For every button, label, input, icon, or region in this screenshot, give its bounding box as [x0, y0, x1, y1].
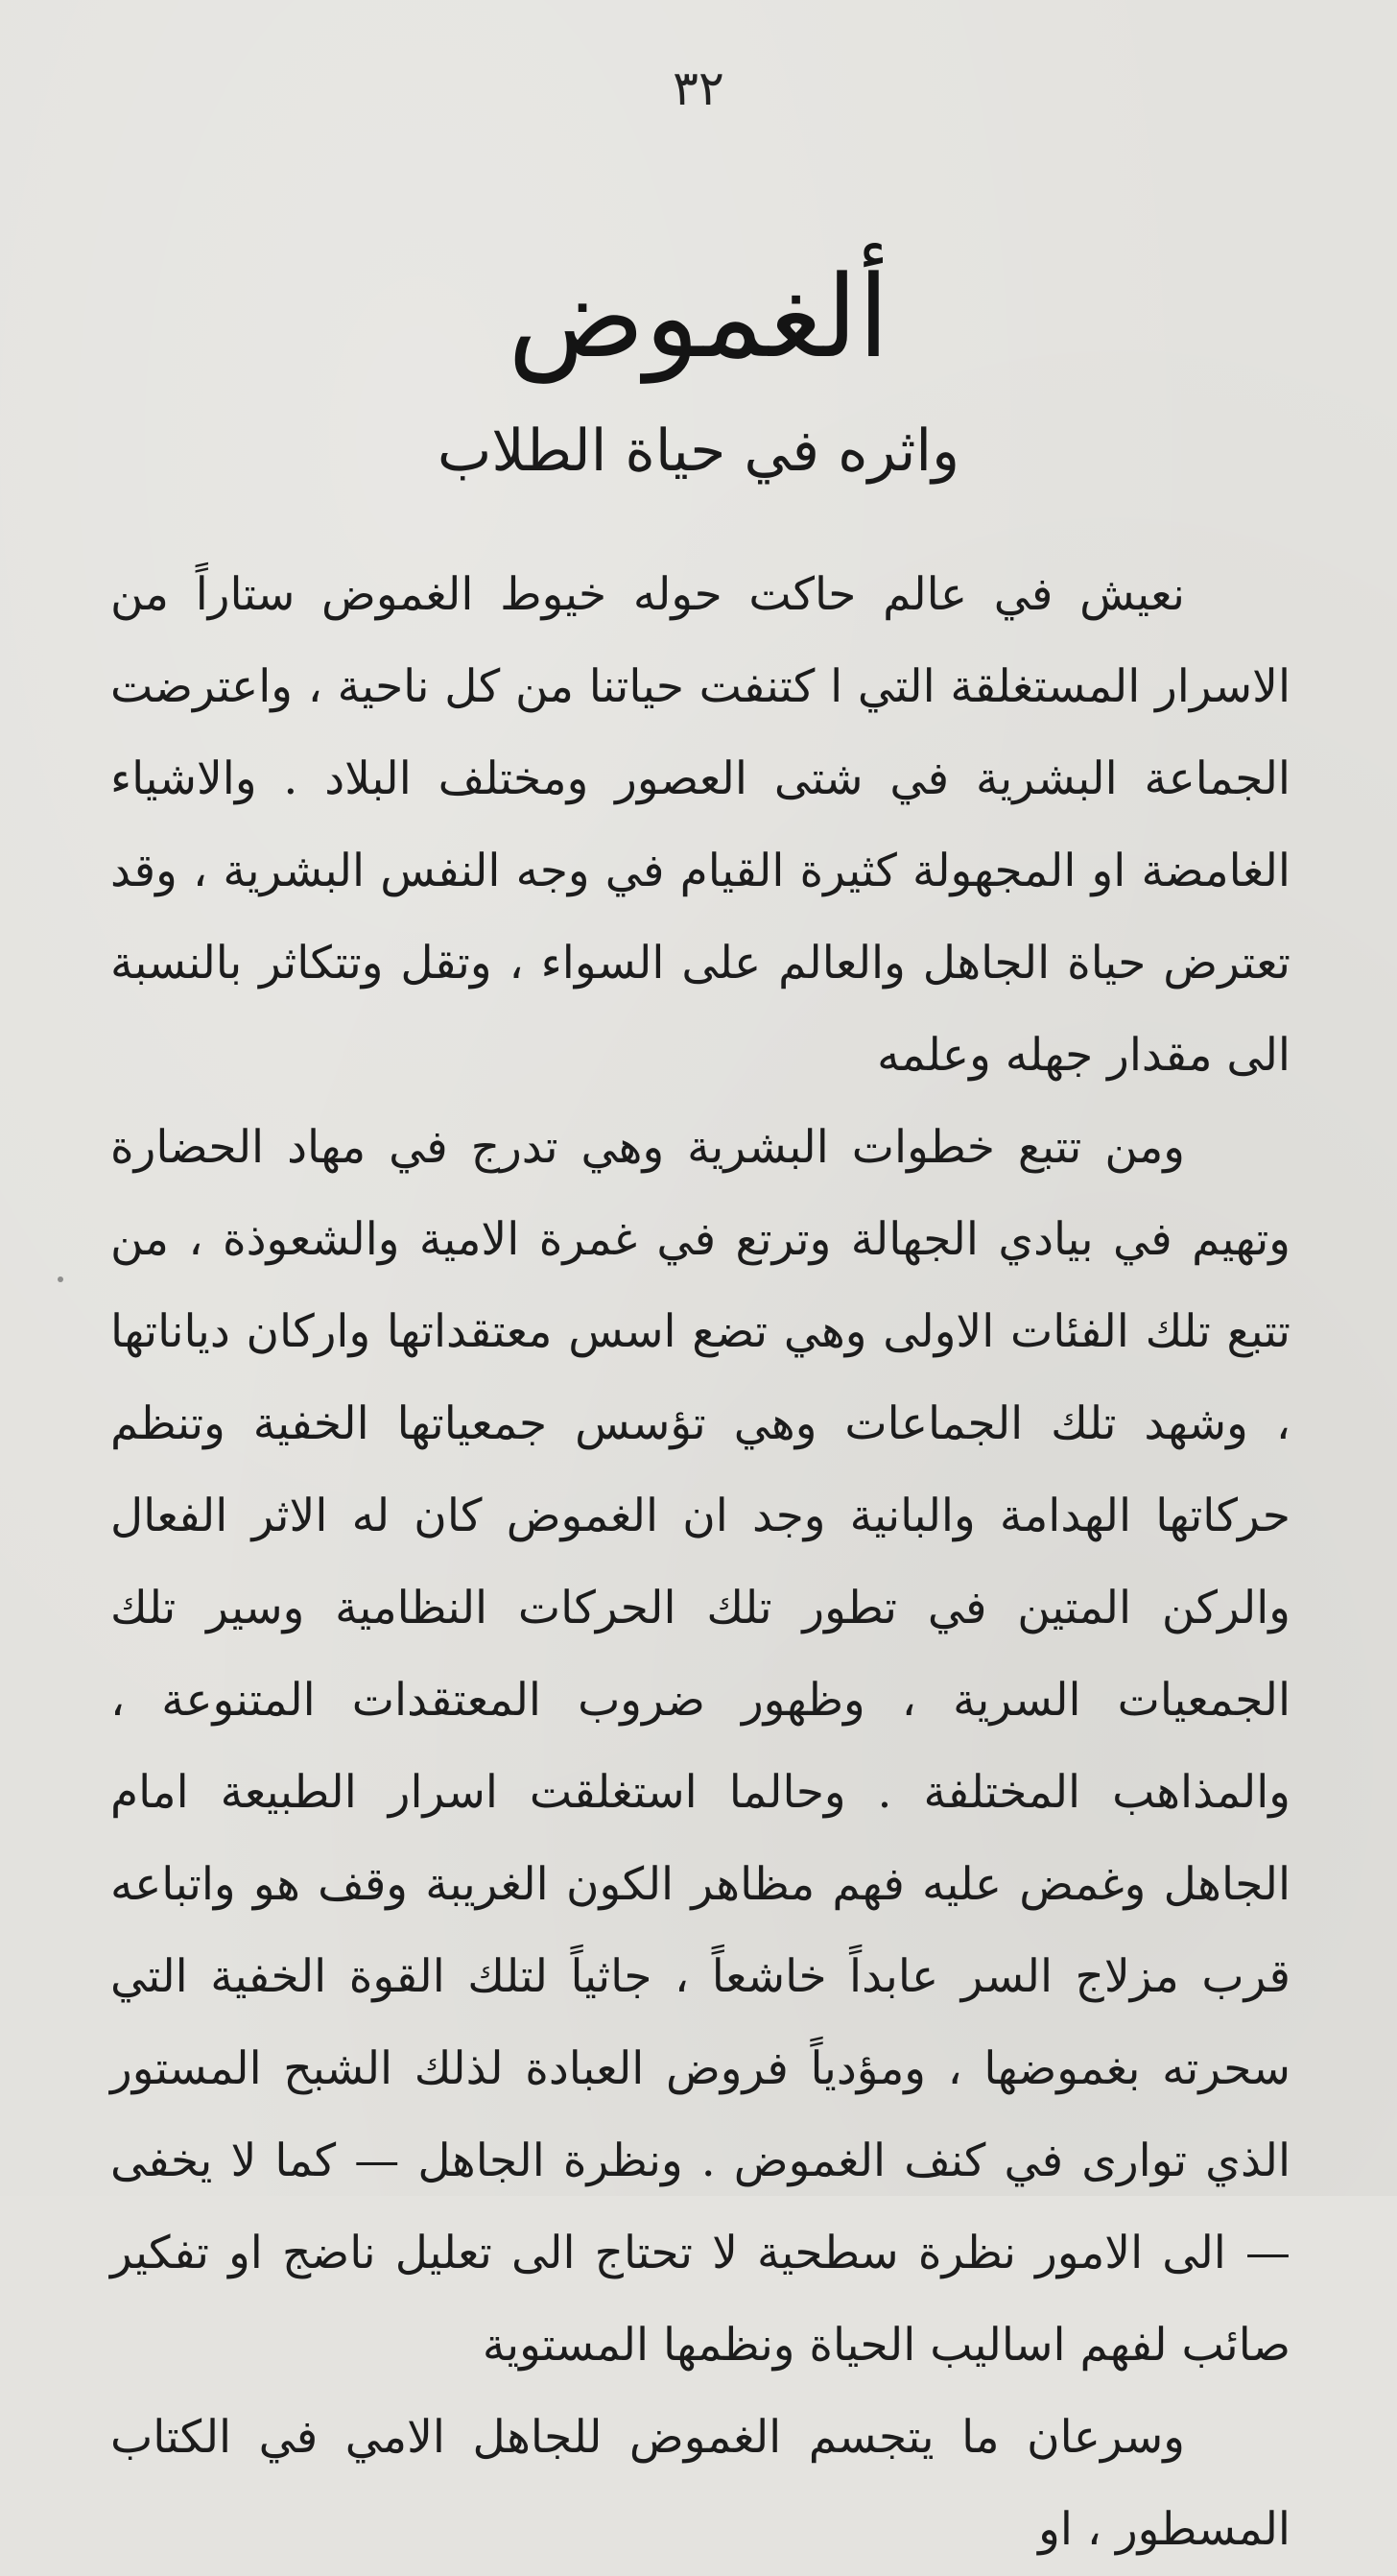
paragraph-1: نعيش في عالم حاكت حوله خيوط الغموض ستاراً من الاسرار المستغلقة التي ا كتنفت حياتنا من كل ناحية ، واعترضت الجماعة البشرية في شتى العصور ومختلف البلاد . والاشياء الغامضة او المجهولة كثيرة القيام في وجه النفس البشرية ، وقد تعترض حياة الجاهل والعالم على السواء ، وتقل وتتكاثر بالنسبة الى مقدار جهله وعلمه — [110, 568, 1290, 1082]
chapter-subtitle: واثره في حياة الطلاب — [437, 417, 960, 485]
ink-speck — [58, 1276, 63, 1282]
paragraph-2: ومن تتبع خطوات البشرية وهي تدرج في مهاد الحضارة وتهيم في بيادي الجهالة وترتع في غمرة الامية والشعوذة ، من تتبع تلك الفئات الاولى وهي تضع اسس معتقداتها واركان دياناتها ، وشهد تلك الجماعات وهي تؤسس جمعياتها الخفية وتنظم حركاتها الهدامة والبانية وجد ان الغموض كان له الاثر الفعال والركن المتين في تطور تلك الحركات النظامية وسير تلك الجمعيات السرية ، وظهور ضروب المعتقدات المتنوعة ، والمذاهب المختلفة . وحالما استغلقت اسرار الطبيعة امام الجاهل وغمض عليه فهم مظاهر الكون الغريبة وقف هو واتباعه قرب مزلاج السر عابداً خاشعاً ، جاثياً لتلك القوة الخفية التي سحرته بغموضها ، ومؤدياً فروض العبادة لذلك الشبح المستور الذي توارى في كنف الغموض . ونظرة الجاهل — كما لا يخفى — الى الامور نظرة سطحية لا تحتاج الى تعليل ناضج او تفكير صائب لفهم اساليب الحياة ونظمها المستوية — [110, 1121, 1290, 2372]
paragraph-3: وسرعان ما يتجسم الغموض للجاهل الامي في الكتاب المسطور ، او — [110, 2411, 1290, 2556]
body-text — [110, 549, 1290, 2576]
page-number: ٣٢ — [673, 60, 724, 116]
chapter-title: ألغموض — [508, 250, 889, 383]
